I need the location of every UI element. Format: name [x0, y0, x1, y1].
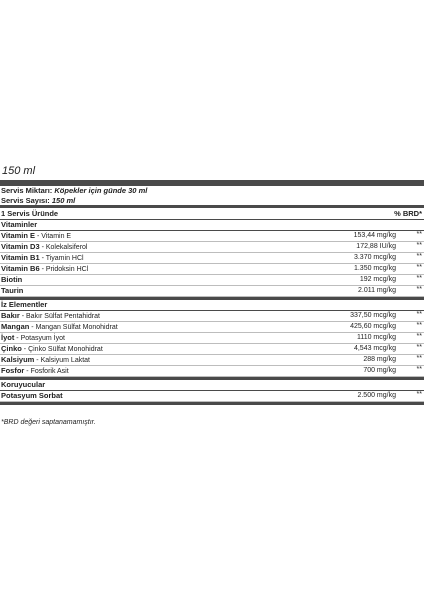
ingredient-source: - Potasyum İyot	[14, 335, 65, 342]
ingredient-brd: **	[416, 253, 422, 260]
ingredient-amount: 4,543 mcg/kg	[353, 345, 396, 352]
ingredient-name	[1, 311, 100, 322]
table-row	[0, 231, 424, 242]
ingredient-amount: 172,88 IU/kg	[356, 243, 396, 250]
serving-amount-value: Köpekler için günde 30 ml	[54, 186, 148, 195]
serving-count-label: Servis Sayısı:	[1, 195, 50, 205]
table-row	[0, 253, 424, 264]
ingredient-amount: 192 mcg/kg	[359, 276, 396, 283]
table-row	[0, 311, 424, 322]
ingredient-source: - Çinko Sülfat Monohidrat	[21, 346, 103, 353]
section-end-rule	[0, 402, 424, 405]
ingredient-brd: **	[416, 333, 422, 340]
ingredient-title: Potasyum Sorbat	[1, 391, 63, 400]
table-row	[0, 355, 424, 366]
ingredient-title: Vitamin D3	[1, 242, 40, 251]
ingredient-amount: 700 mg/kg	[363, 367, 396, 374]
ingredient-source: - Fosforik Asit	[24, 368, 69, 375]
ingredient-source: - Vitamin E	[35, 233, 72, 240]
ingredient-brd: **	[416, 311, 422, 318]
ingredient-name	[1, 242, 87, 253]
ingredient-brd: **	[416, 286, 422, 293]
ingredient-name	[1, 264, 88, 275]
table-row	[0, 264, 424, 275]
ingredient-title: Vitamin E	[1, 231, 36, 240]
ingredient-name	[1, 275, 22, 286]
table-row	[0, 275, 424, 286]
table-row	[0, 242, 424, 253]
table-row	[0, 344, 424, 355]
ingredient-name	[1, 253, 84, 264]
ingredient-name	[1, 355, 90, 366]
ingredient-amount: 337,50 mcg/kg	[350, 312, 396, 319]
ingredient-brd: **	[416, 322, 422, 329]
ingredient-amount: 3.370 mcg/kg	[353, 254, 396, 261]
table-sections	[0, 220, 424, 405]
ingredient-title: Mangan	[1, 322, 30, 331]
ingredient-title: Taurin	[1, 286, 24, 295]
ingredient-source: - Mangan Sülfat Monohidrat	[29, 324, 118, 331]
ingredient-name	[1, 366, 69, 377]
ingredient-source: - Kalsiyum Laktat	[34, 357, 90, 364]
ingredient-brd: **	[416, 275, 422, 282]
ingredient-title: İyot	[1, 333, 15, 342]
serving-info	[0, 186, 424, 205]
ingredient-brd: **	[416, 366, 422, 373]
ingredient-title: Kalsiyum	[1, 355, 35, 364]
ingredient-amount: 1110 mcg/kg	[356, 334, 396, 341]
serving-amount-line	[1, 186, 424, 196]
ingredient-name	[1, 286, 23, 297]
ingredient-brd: **	[416, 231, 422, 238]
ingredient-name	[1, 231, 71, 242]
table-row	[0, 333, 424, 344]
per-serving-label: 1 Servis Üründe	[1, 209, 59, 218]
ingredient-amount: 288 mg/kg	[363, 356, 396, 363]
section-title: İz Elementler	[1, 300, 48, 309]
ingredient-brd: **	[416, 355, 422, 362]
table-row	[0, 366, 424, 377]
ingredient-title: Vitamin B6	[1, 264, 40, 273]
ingredient-title: Vitamin B1	[1, 253, 40, 262]
ingredient-brd: **	[416, 391, 422, 398]
ingredient-brd: **	[416, 264, 422, 271]
serving-count-value: 150 ml	[51, 195, 76, 205]
supplement-facts-table	[0, 180, 424, 405]
ingredient-title: Bakır	[1, 311, 20, 320]
serving-amount-label: Servis Miktarı:	[1, 186, 53, 195]
ingredient-brd: **	[416, 242, 422, 249]
ingredient-title: Çinko	[1, 344, 22, 353]
ingredient-amount: 2.500 mg/kg	[357, 392, 396, 399]
ingredient-amount: 1.350 mcg/kg	[353, 265, 396, 272]
ingredient-amount: 153,44 mg/kg	[353, 232, 396, 239]
ingredient-title: Biotin	[1, 275, 23, 284]
section-title: Vitaminler	[1, 220, 38, 229]
brd-column-label: % BRD*	[394, 209, 422, 218]
ingredient-title: Fosfor	[1, 366, 25, 375]
ingredient-name	[1, 344, 103, 355]
ingredient-source: - Bakır Sülfat Pentahidrat	[19, 313, 100, 320]
ingredient-brd: **	[416, 344, 422, 351]
ingredient-source: - Kolekalsiferol	[39, 244, 88, 251]
ingredient-name	[1, 322, 118, 333]
page-heading: 150 ml	[2, 165, 36, 177]
table-row	[0, 391, 424, 402]
serving-count-line	[1, 196, 424, 206]
ingredient-name	[1, 333, 65, 344]
table-row	[0, 286, 424, 297]
section-title: Koruyucular	[1, 380, 46, 389]
footnote: *BRD değeri saptanamamıştır.	[1, 419, 96, 426]
ingredient-name	[1, 391, 63, 402]
table-header	[0, 208, 424, 219]
ingredient-amount: 425,60 mcg/kg	[350, 323, 396, 330]
ingredient-source: - Tiyamin HCl	[39, 255, 84, 262]
table-row	[0, 322, 424, 333]
ingredient-amount: 2.011 mg/kg	[357, 287, 396, 294]
ingredient-source: - Pridoksin HCl	[39, 266, 89, 273]
